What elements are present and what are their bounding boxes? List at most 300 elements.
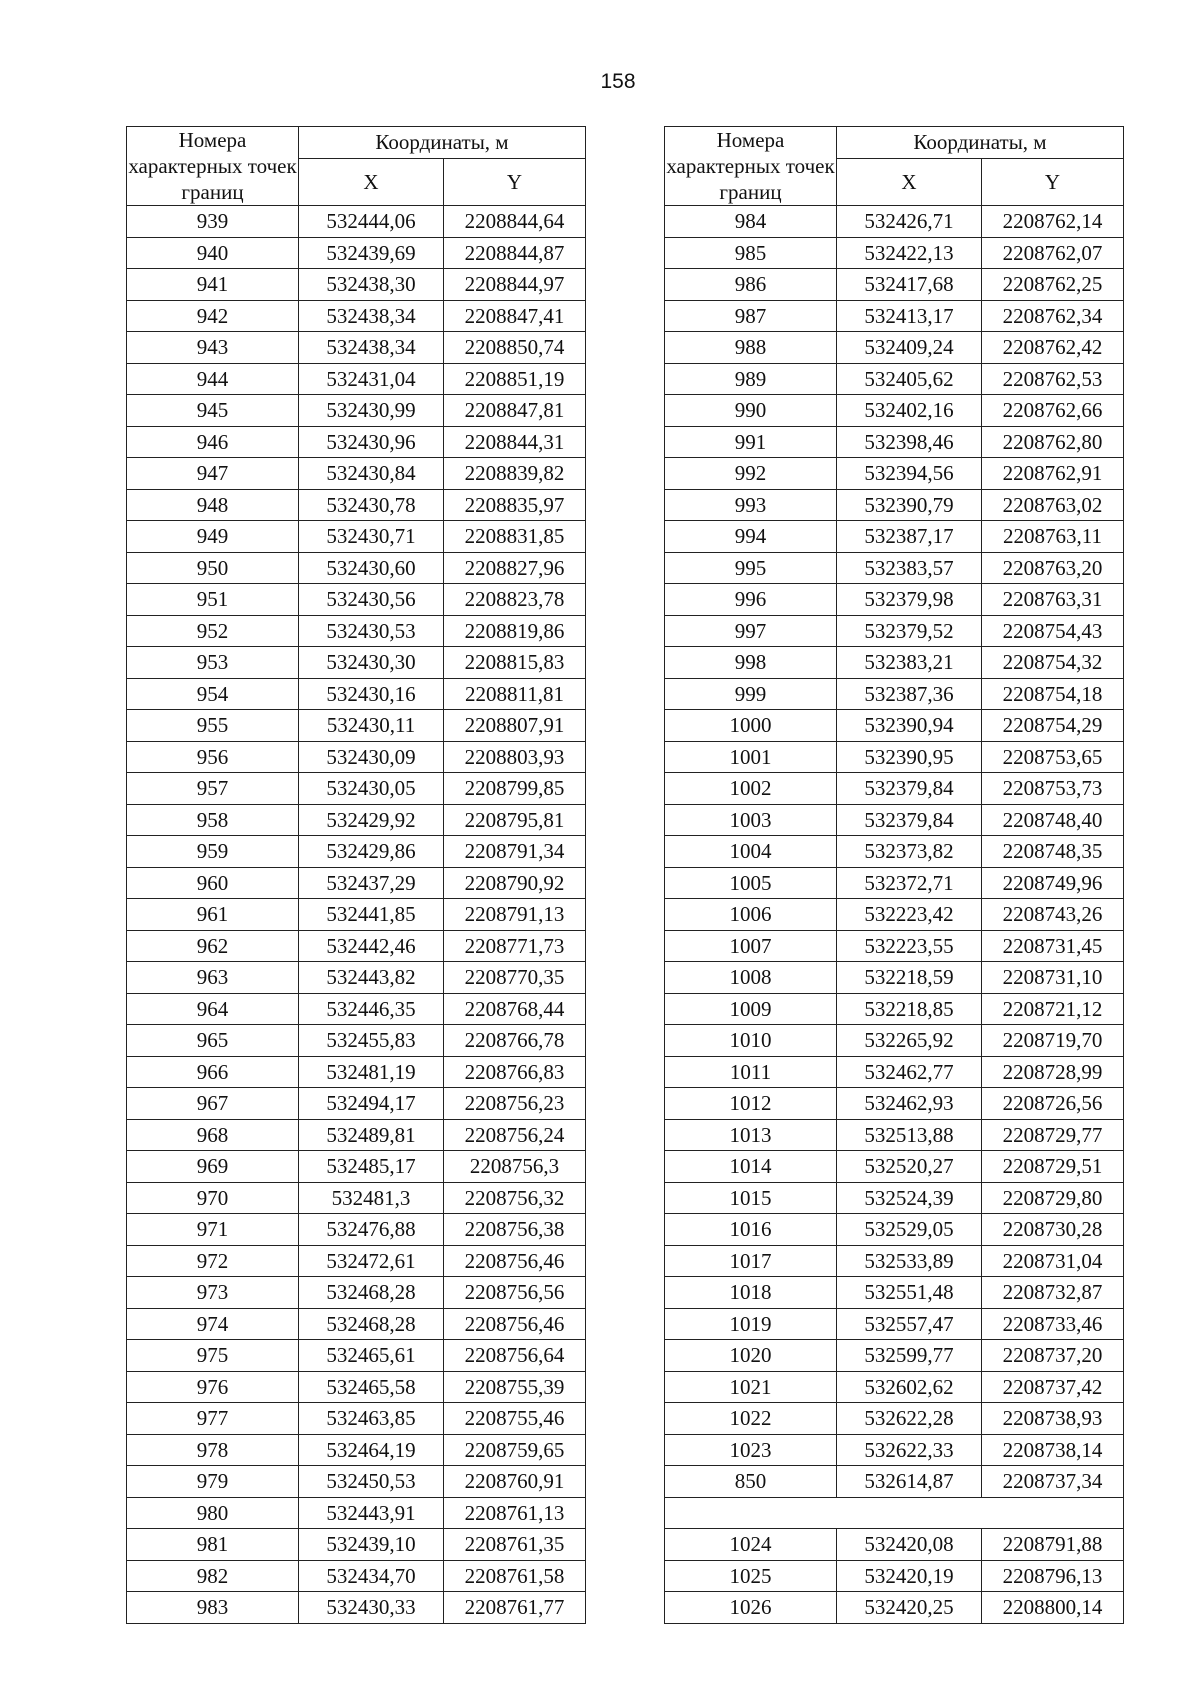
y-coordinate-cell: 2208811,81: [444, 678, 586, 710]
x-coordinate-cell: 532390,79: [837, 489, 982, 521]
point-number-cell: 1002: [665, 773, 837, 805]
table-row: [665, 1560, 1124, 1592]
table-row: [127, 1245, 586, 1277]
y-coordinate-cell: 2208755,39: [444, 1371, 586, 1403]
y-coordinate-cell: 2208719,70: [982, 1025, 1124, 1057]
point-number-cell: 954: [127, 678, 299, 710]
point-number-cell: 1023: [665, 1434, 837, 1466]
table-row: [665, 584, 1124, 616]
y-coordinate-cell: 2208763,20: [982, 552, 1124, 584]
point-number-cell: 1007: [665, 930, 837, 962]
header-point-numbers: Номера характерных точек границ: [128, 128, 297, 204]
x-coordinate-cell: 532614,87: [837, 1466, 982, 1498]
y-coordinate-cell: 2208754,32: [982, 647, 1124, 679]
point-number-cell: 976: [127, 1371, 299, 1403]
point-number-cell: 973: [127, 1277, 299, 1309]
header-x: X: [299, 159, 444, 206]
y-coordinate-cell: 2208771,73: [444, 930, 586, 962]
table-row: [665, 521, 1124, 553]
x-coordinate-cell: 532450,53: [299, 1466, 444, 1498]
y-coordinate-cell: 2208761,13: [444, 1497, 586, 1529]
x-coordinate-cell: 532431,04: [299, 363, 444, 395]
table-row: [665, 395, 1124, 427]
x-coordinate-cell: 532417,68: [837, 269, 982, 301]
table-row: [127, 1592, 586, 1624]
table-row: [665, 741, 1124, 773]
table-row: [665, 363, 1124, 395]
y-coordinate-cell: 2208731,10: [982, 962, 1124, 994]
table-row: [665, 1277, 1124, 1309]
x-coordinate-cell: 532430,11: [299, 710, 444, 742]
table-row: [665, 804, 1124, 836]
y-coordinate-cell: 2208756,38: [444, 1214, 586, 1246]
x-coordinate-cell: 532462,77: [837, 1056, 982, 1088]
y-coordinate-cell: 2208753,65: [982, 741, 1124, 773]
point-number-cell: 1013: [665, 1119, 837, 1151]
point-number-cell: 952: [127, 615, 299, 647]
x-coordinate-cell: 532430,71: [299, 521, 444, 553]
y-coordinate-cell: 2208768,44: [444, 993, 586, 1025]
table-row: [665, 962, 1124, 994]
point-number-cell: 1014: [665, 1151, 837, 1183]
point-number-cell: 1003: [665, 804, 837, 836]
x-coordinate-cell: 532430,56: [299, 584, 444, 616]
point-number-cell: 963: [127, 962, 299, 994]
y-coordinate-cell: 2208737,34: [982, 1466, 1124, 1498]
x-coordinate-cell: 532430,99: [299, 395, 444, 427]
x-coordinate-cell: 532218,59: [837, 962, 982, 994]
point-number-cell: 994: [665, 521, 837, 553]
point-number-cell: 1015: [665, 1182, 837, 1214]
table-row: [665, 1371, 1124, 1403]
point-number-cell: 953: [127, 647, 299, 679]
empty-separator-row: [665, 1497, 1124, 1529]
x-coordinate-cell: 532489,81: [299, 1119, 444, 1151]
point-number-cell: 977: [127, 1403, 299, 1435]
y-coordinate-cell: 2208762,07: [982, 237, 1124, 269]
table-row: [665, 710, 1124, 742]
x-coordinate-cell: 532265,92: [837, 1025, 982, 1057]
x-coordinate-cell: 532529,05: [837, 1214, 982, 1246]
point-number-cell: 988: [665, 332, 837, 364]
table-row: [127, 993, 586, 1025]
table-row: [127, 1088, 586, 1120]
y-coordinate-cell: 2208795,81: [444, 804, 586, 836]
point-number-cell: 1012: [665, 1088, 837, 1120]
table-row: [127, 584, 586, 616]
table-row: [127, 1025, 586, 1057]
y-coordinate-cell: 2208728,99: [982, 1056, 1124, 1088]
table-row: [127, 521, 586, 553]
x-coordinate-cell: 532420,08: [837, 1529, 982, 1561]
y-coordinate-cell: 2208729,51: [982, 1151, 1124, 1183]
point-number-cell: 1022: [665, 1403, 837, 1435]
point-number-cell: 972: [127, 1245, 299, 1277]
table-row: [665, 773, 1124, 805]
point-number-cell: 1010: [665, 1025, 837, 1057]
y-coordinate-cell: 2208762,14: [982, 206, 1124, 238]
point-number-cell: 943: [127, 332, 299, 364]
table-row: [665, 930, 1124, 962]
x-coordinate-cell: 532443,91: [299, 1497, 444, 1529]
table-row: [127, 678, 586, 710]
x-coordinate-cell: 532481,19: [299, 1056, 444, 1088]
table-row: [665, 1434, 1124, 1466]
point-number-cell: 1004: [665, 836, 837, 868]
x-coordinate-cell: 532430,78: [299, 489, 444, 521]
y-coordinate-cell: 2208738,93: [982, 1403, 1124, 1435]
y-coordinate-cell: 2208756,46: [444, 1308, 586, 1340]
point-number-cell: 965: [127, 1025, 299, 1057]
y-coordinate-cell: 2208803,93: [444, 741, 586, 773]
x-coordinate-cell: 532430,33: [299, 1592, 444, 1624]
table-row: [127, 836, 586, 868]
point-number-cell: 971: [127, 1214, 299, 1246]
header-coordinates: Координаты, м: [837, 127, 1124, 159]
x-coordinate-cell: 532468,28: [299, 1277, 444, 1309]
y-coordinate-cell: 2208762,66: [982, 395, 1124, 427]
y-coordinate-cell: 2208844,97: [444, 269, 586, 301]
y-coordinate-cell: 2208761,77: [444, 1592, 586, 1624]
y-coordinate-cell: 2208831,85: [444, 521, 586, 553]
table-row: [665, 1088, 1124, 1120]
y-coordinate-cell: 2208732,87: [982, 1277, 1124, 1309]
y-coordinate-cell: 2208753,73: [982, 773, 1124, 805]
table-row: [127, 1182, 586, 1214]
x-coordinate-cell: 532430,09: [299, 741, 444, 773]
y-coordinate-cell: 2208729,80: [982, 1182, 1124, 1214]
y-coordinate-cell: 2208827,96: [444, 552, 586, 584]
table-row: [665, 1592, 1124, 1624]
y-coordinate-cell: 2208847,81: [444, 395, 586, 427]
table-row: [665, 1025, 1124, 1057]
point-number-cell: 980: [127, 1497, 299, 1529]
x-coordinate-cell: 532434,70: [299, 1560, 444, 1592]
point-number-cell: 1025: [665, 1560, 837, 1592]
point-number-cell: 967: [127, 1088, 299, 1120]
point-number-cell: 941: [127, 269, 299, 301]
table-row: [127, 1403, 586, 1435]
x-coordinate-cell: 532513,88: [837, 1119, 982, 1151]
point-number-cell: 993: [665, 489, 837, 521]
point-number-cell: 981: [127, 1529, 299, 1561]
y-coordinate-cell: 2208763,11: [982, 521, 1124, 553]
table-row: [665, 269, 1124, 301]
x-coordinate-cell: 532485,17: [299, 1151, 444, 1183]
table-row: [127, 1119, 586, 1151]
coordinates-table-left: [126, 126, 586, 1624]
y-coordinate-cell: 2208756,64: [444, 1340, 586, 1372]
point-number-cell: 985: [665, 237, 837, 269]
x-coordinate-cell: 532533,89: [837, 1245, 982, 1277]
x-coordinate-cell: 532439,10: [299, 1529, 444, 1561]
x-coordinate-cell: 532387,36: [837, 678, 982, 710]
table-row: [665, 1403, 1124, 1435]
point-number-cell: 949: [127, 521, 299, 553]
x-coordinate-cell: 532438,34: [299, 332, 444, 364]
x-coordinate-cell: 532379,98: [837, 584, 982, 616]
x-coordinate-cell: 532373,82: [837, 836, 982, 868]
point-number-cell: 1018: [665, 1277, 837, 1309]
y-coordinate-cell: 2208770,35: [444, 962, 586, 994]
point-number-cell: 982: [127, 1560, 299, 1592]
x-coordinate-cell: 532599,77: [837, 1340, 982, 1372]
x-coordinate-cell: 532444,06: [299, 206, 444, 238]
y-coordinate-cell: 2208743,26: [982, 899, 1124, 931]
y-coordinate-cell: 2208733,46: [982, 1308, 1124, 1340]
table-row: [665, 300, 1124, 332]
point-number-cell: 1019: [665, 1308, 837, 1340]
x-coordinate-cell: 532476,88: [299, 1214, 444, 1246]
point-number-cell: 958: [127, 804, 299, 836]
table-row: [127, 1340, 586, 1372]
point-number-cell: 850: [665, 1466, 837, 1498]
x-coordinate-cell: 532422,13: [837, 237, 982, 269]
y-coordinate-cell: 2208749,96: [982, 867, 1124, 899]
table-body-left: [127, 206, 586, 1624]
table-row: [665, 615, 1124, 647]
x-coordinate-cell: 532430,30: [299, 647, 444, 679]
table-row: [665, 489, 1124, 521]
x-coordinate-cell: 532472,61: [299, 1245, 444, 1277]
point-number-cell: 996: [665, 584, 837, 616]
header-coordinates: Координаты, м: [299, 127, 586, 159]
table-row: [127, 1214, 586, 1246]
table-row: [665, 1245, 1124, 1277]
point-number-cell: 1020: [665, 1340, 837, 1372]
y-coordinate-cell: 2208748,40: [982, 804, 1124, 836]
x-coordinate-cell: 532387,17: [837, 521, 982, 553]
x-coordinate-cell: 532379,84: [837, 804, 982, 836]
table-row: [127, 332, 586, 364]
table-row: [127, 741, 586, 773]
x-coordinate-cell: 532429,86: [299, 836, 444, 868]
x-coordinate-cell: 532557,47: [837, 1308, 982, 1340]
table-row: [665, 1056, 1124, 1088]
y-coordinate-cell: 2208850,74: [444, 332, 586, 364]
table-row: [127, 1277, 586, 1309]
point-number-cell: 984: [665, 206, 837, 238]
point-number-cell: 945: [127, 395, 299, 427]
y-coordinate-cell: 2208763,31: [982, 584, 1124, 616]
table-row: [665, 993, 1124, 1025]
table-row: [127, 1371, 586, 1403]
x-coordinate-cell: 532430,53: [299, 615, 444, 647]
x-coordinate-cell: 532420,25: [837, 1592, 982, 1624]
x-coordinate-cell: 532465,61: [299, 1340, 444, 1372]
table-row: [127, 615, 586, 647]
table-row: [127, 1151, 586, 1183]
y-coordinate-cell: 2208766,83: [444, 1056, 586, 1088]
table-row: [127, 930, 586, 962]
table-row: [127, 1308, 586, 1340]
point-number-cell: 942: [127, 300, 299, 332]
x-coordinate-cell: 532430,16: [299, 678, 444, 710]
y-coordinate-cell: 2208815,83: [444, 647, 586, 679]
x-coordinate-cell: 532520,27: [837, 1151, 982, 1183]
table-row: [665, 237, 1124, 269]
table-row: [127, 962, 586, 994]
point-number-cell: 991: [665, 426, 837, 458]
table-row: [127, 1529, 586, 1561]
y-coordinate-cell: 2208835,97: [444, 489, 586, 521]
point-number-cell: 946: [127, 426, 299, 458]
y-coordinate-cell: 2208844,31: [444, 426, 586, 458]
x-coordinate-cell: 532443,82: [299, 962, 444, 994]
point-number-cell: 1016: [665, 1214, 837, 1246]
table-row: [127, 300, 586, 332]
table-row: [127, 773, 586, 805]
y-coordinate-cell: 2208754,18: [982, 678, 1124, 710]
x-coordinate-cell: 532602,62: [837, 1371, 982, 1403]
point-number-cell: 944: [127, 363, 299, 395]
x-coordinate-cell: 532524,39: [837, 1182, 982, 1214]
table-row: [127, 206, 586, 238]
point-number-cell: 960: [127, 867, 299, 899]
x-coordinate-cell: 532390,95: [837, 741, 982, 773]
x-coordinate-cell: 532439,69: [299, 237, 444, 269]
x-coordinate-cell: 532420,19: [837, 1560, 982, 1592]
point-number-cell: 970: [127, 1182, 299, 1214]
point-number-cell: 999: [665, 678, 837, 710]
y-coordinate-cell: 2208791,13: [444, 899, 586, 931]
x-coordinate-cell: 532438,30: [299, 269, 444, 301]
table-row: [127, 269, 586, 301]
table-row: [665, 836, 1124, 868]
y-coordinate-cell: 2208760,91: [444, 1466, 586, 1498]
point-number-cell: 987: [665, 300, 837, 332]
x-coordinate-cell: 532463,85: [299, 1403, 444, 1435]
point-number-cell: 961: [127, 899, 299, 931]
x-coordinate-cell: 532430,84: [299, 458, 444, 490]
point-number-cell: 974: [127, 1308, 299, 1340]
y-coordinate-cell: 2208721,12: [982, 993, 1124, 1025]
y-coordinate-cell: 2208851,19: [444, 363, 586, 395]
x-coordinate-cell: 532390,94: [837, 710, 982, 742]
table-row: [665, 332, 1124, 364]
coordinates-table-right: [664, 126, 1124, 1624]
x-coordinate-cell: 532218,85: [837, 993, 982, 1025]
y-coordinate-cell: 2208791,88: [982, 1529, 1124, 1561]
x-coordinate-cell: 532464,19: [299, 1434, 444, 1466]
table-row: [127, 1434, 586, 1466]
point-number-cell: 997: [665, 615, 837, 647]
point-number-cell: 964: [127, 993, 299, 1025]
y-coordinate-cell: 2208754,43: [982, 615, 1124, 647]
x-coordinate-cell: 532409,24: [837, 332, 982, 364]
y-coordinate-cell: 2208762,34: [982, 300, 1124, 332]
point-number-cell: 959: [127, 836, 299, 868]
table-row: [665, 552, 1124, 584]
y-coordinate-cell: 2208759,65: [444, 1434, 586, 1466]
point-number-cell: 1017: [665, 1245, 837, 1277]
point-number-cell: 1001: [665, 741, 837, 773]
x-coordinate-cell: 532437,29: [299, 867, 444, 899]
x-coordinate-cell: 532430,60: [299, 552, 444, 584]
y-coordinate-cell: 2208731,04: [982, 1245, 1124, 1277]
table-row: [127, 426, 586, 458]
point-number-cell: 951: [127, 584, 299, 616]
y-coordinate-cell: 2208807,91: [444, 710, 586, 742]
x-coordinate-cell: 532383,21: [837, 647, 982, 679]
x-coordinate-cell: 532430,05: [299, 773, 444, 805]
y-coordinate-cell: 2208756,32: [444, 1182, 586, 1214]
point-number-cell: 968: [127, 1119, 299, 1151]
point-number-cell: 979: [127, 1466, 299, 1498]
table-row: [665, 1497, 1124, 1529]
y-coordinate-cell: 2208755,46: [444, 1403, 586, 1435]
point-number-cell: 947: [127, 458, 299, 490]
table-row: [665, 1308, 1124, 1340]
table-row: [127, 1560, 586, 1592]
y-coordinate-cell: 2208839,82: [444, 458, 586, 490]
table-row: [127, 867, 586, 899]
y-coordinate-cell: 2208762,42: [982, 332, 1124, 364]
point-number-cell: 1026: [665, 1592, 837, 1624]
table-row: [127, 395, 586, 427]
y-coordinate-cell: 2208844,64: [444, 206, 586, 238]
table-row: [665, 458, 1124, 490]
table-row: [665, 1466, 1124, 1498]
table-row: [665, 206, 1124, 238]
x-coordinate-cell: 532402,16: [837, 395, 982, 427]
y-coordinate-cell: 2208731,45: [982, 930, 1124, 962]
point-number-cell: 966: [127, 1056, 299, 1088]
point-number-cell: 1011: [665, 1056, 837, 1088]
point-number-cell: 957: [127, 773, 299, 805]
table-row: [127, 1466, 586, 1498]
point-number-cell: 939: [127, 206, 299, 238]
point-number-cell: 948: [127, 489, 299, 521]
table-row: [127, 710, 586, 742]
table-row: [665, 1529, 1124, 1561]
table-row: [665, 1182, 1124, 1214]
table-row: [127, 1056, 586, 1088]
x-coordinate-cell: 532394,56: [837, 458, 982, 490]
y-coordinate-cell: 2208844,87: [444, 237, 586, 269]
table-row: [665, 1214, 1124, 1246]
header-x: X: [837, 159, 982, 206]
x-coordinate-cell: 532494,17: [299, 1088, 444, 1120]
point-number-cell: 998: [665, 647, 837, 679]
x-coordinate-cell: 532442,46: [299, 930, 444, 962]
y-coordinate-cell: 2208756,56: [444, 1277, 586, 1309]
point-number-cell: 950: [127, 552, 299, 584]
point-number-cell: 969: [127, 1151, 299, 1183]
y-coordinate-cell: 2208762,53: [982, 363, 1124, 395]
point-number-cell: 1005: [665, 867, 837, 899]
point-number-cell: 995: [665, 552, 837, 584]
point-number-cell: 1000: [665, 710, 837, 742]
table-body-right: [665, 206, 1124, 1624]
y-coordinate-cell: 2208729,77: [982, 1119, 1124, 1151]
x-coordinate-cell: 532379,52: [837, 615, 982, 647]
x-coordinate-cell: 532465,58: [299, 1371, 444, 1403]
y-coordinate-cell: 2208790,92: [444, 867, 586, 899]
point-number-cell: 1009: [665, 993, 837, 1025]
table-row: [127, 552, 586, 584]
point-number-cell: 992: [665, 458, 837, 490]
point-number-cell: 978: [127, 1434, 299, 1466]
y-coordinate-cell: 2208847,41: [444, 300, 586, 332]
point-number-cell: 940: [127, 237, 299, 269]
x-coordinate-cell: 532441,85: [299, 899, 444, 931]
table-row: [127, 1497, 586, 1529]
y-coordinate-cell: 2208796,13: [982, 1560, 1124, 1592]
page-number: 158: [600, 70, 636, 93]
x-coordinate-cell: 532622,28: [837, 1403, 982, 1435]
table-row: [127, 899, 586, 931]
